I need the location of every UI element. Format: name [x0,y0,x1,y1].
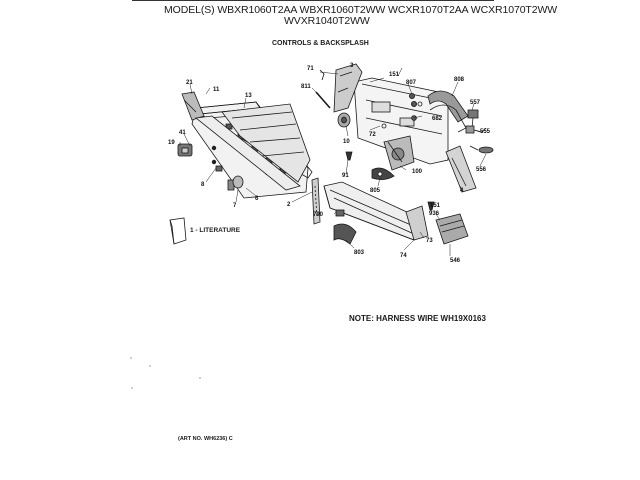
part-label: 91 [342,173,349,179]
part-label: 546 [450,258,461,264]
part-label: 71 [307,66,314,72]
part-label: 73 [426,238,433,244]
end-cap-71 [320,70,324,80]
support-4 [446,146,476,192]
part-label: 805 [370,188,381,194]
cable-803 [334,224,356,244]
part-label: 811 [301,84,311,90]
part-label: 74 [400,253,407,259]
literature-doc-1 [170,218,186,244]
clip-556 [470,146,493,153]
harness-936-546 [436,214,468,244]
panel-end-cap-21 [182,92,204,120]
part-label: 72 [369,132,376,138]
part-label: 803 [354,250,365,256]
model-list-line-2: WVXR1040T2WW [284,15,370,27]
part-label: 151 [430,203,441,209]
part-label: 6 [255,196,259,202]
timer-100 [384,136,414,170]
harness-805 [372,168,394,180]
part-label: 555 [480,129,491,135]
part-label: 7 [233,203,237,209]
part-label: 11 [213,87,220,93]
plug-790 [336,210,344,216]
part-label: 100 [412,169,423,175]
scan-specks [130,357,200,388]
knob-10 [338,113,350,127]
part-label: 3 [350,63,354,69]
part-label: 936 [429,211,440,217]
part-label: 41 [179,130,186,136]
art-number: (ART NO. WH6236) C [178,436,233,442]
part-label: 19 [168,140,175,146]
part-label: 2 [287,202,291,208]
rod-811 [316,92,330,108]
part-label: 151 [389,72,400,78]
part-label: 10 [343,139,350,145]
screw-91 [346,152,352,160]
part-label: 8 [201,182,205,188]
part-label: 557 [470,100,481,106]
part-label: 13 [245,93,252,99]
part-label: 556 [476,167,487,173]
model-list-line-1: MODEL(S) WBXR1060T2AA WBXR1060T2WW WCXR1070T2AA WCXR1070T2WW [164,4,558,16]
valve-557 [468,110,478,128]
diagram-subtitle: CONTROLS & BACKSPLASH [272,40,369,47]
part-label: 682 [432,116,443,122]
harness-note: NOTE: HARNESS WIRE WH19X0163 [349,314,486,323]
literature-label: 1 - LITERATURE [190,227,241,234]
part-label: 790 [313,212,324,218]
part-label: 808 [454,77,465,83]
part-label: 4 [460,188,464,194]
part-label: 807 [406,80,417,86]
part-label: 21 [186,80,193,86]
